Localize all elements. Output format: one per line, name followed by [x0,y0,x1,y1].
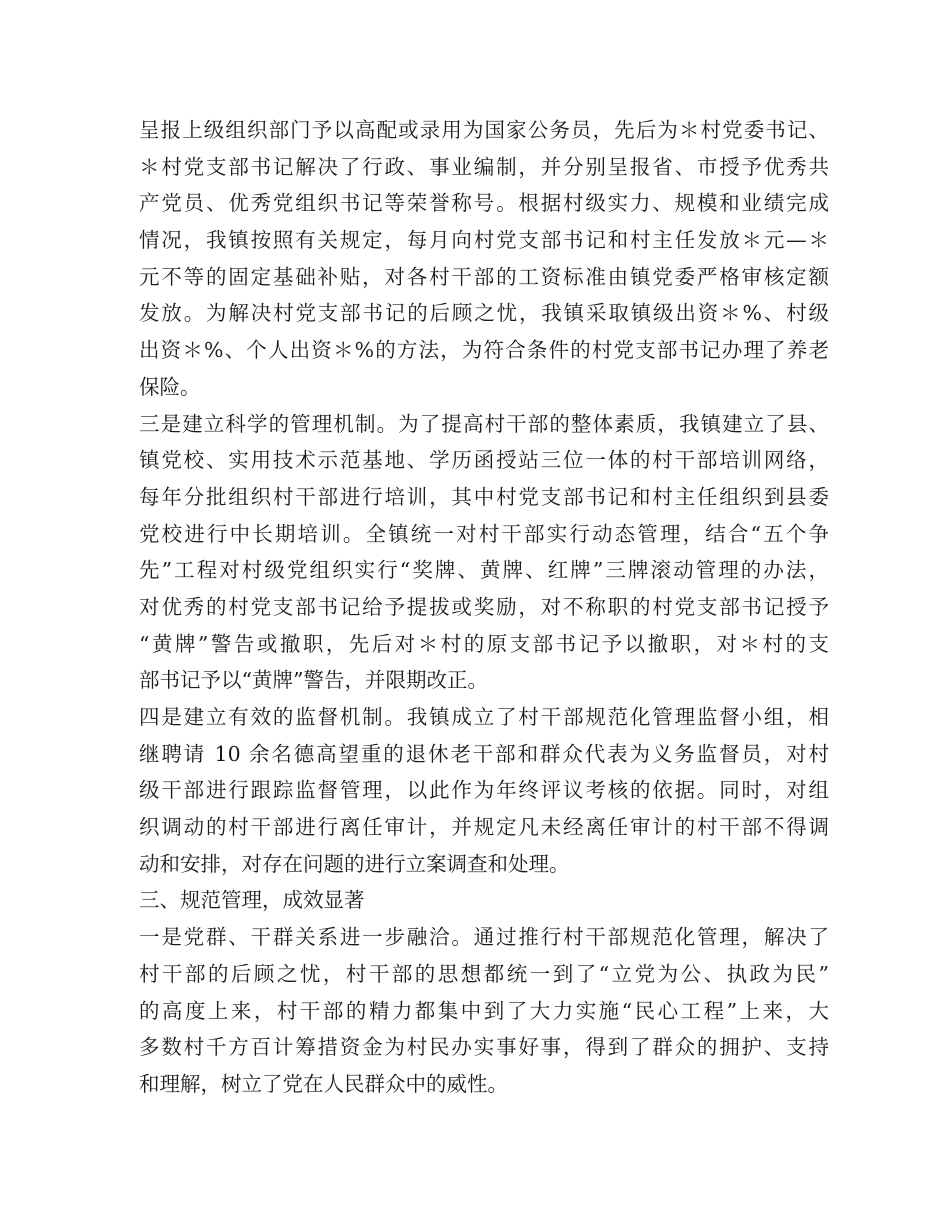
text-line: 发放。为解决村党支部书记的后顾之忧，我镇采取镇级出资＊%、村级 [139,301,829,326]
text-line: 多数村千方百计筹措资金为村民办实事好事，得到了群众的拥护、支持 [139,1035,829,1060]
text-line: 一是党群、干群关系进一步融洽。通过推行村干部规范化管理，解决了 [139,925,829,950]
text-line: 情况，我镇按照有关规定，每月向村党支部书记和村主任发放＊元—＊ [139,228,829,253]
text-line: 呈报上级组织部门予以高配或录用为国家公务员，先后为＊村党委书记、 [139,118,829,142]
text-line: 级干部进行跟踪监督管理，以此作为年终评议考核的依据。同时，对组 [139,778,829,803]
text-line: 元不等的固定基础补贴，对各村干部的工资标准由镇党委严格审核定额 [139,264,829,289]
text-line: 保险。 [139,374,201,399]
text-line: “黄牌”警告或撤职，先后对＊村的原支部书记予以撤职，对＊村的支 [139,631,829,656]
text-line: 的高度上来，村干部的精力都集中到了大力实施“民心工程”上来，大 [139,998,829,1023]
text-line: 继聘请 10 余名德高望重的退休老干部和群众代表为义务监督员，对村 [139,741,829,766]
text-line: ＊村党支部书记解决了行政、事业编制，并分别呈报省、市授予优秀共 [139,154,829,179]
text-line: 四是建立有效的监督机制。我镇成立了村干部规范化管理监督小组，相 [139,705,829,729]
document-body [139,112,829,1103]
text-line: 织调动的村干部进行离任审计，并规定凡未经离任审计的村干部不得调 [139,815,829,840]
text-line: 党校进行中长期培训。全镇统一对村干部实行动态管理，结合“五个争 [139,521,829,546]
text-line: 和理解，树立了党在人民群众中的威性。 [139,1071,508,1096]
text-line: 每年分批组织村干部进行培训，其中村党支部书记和村主任组织到县委 [139,484,829,509]
text-line: 三是建立科学的管理机制。为了提高村干部的整体素质，我镇建立了县、 [139,411,829,436]
text-line: 部书记予以“黄牌”警告，并限期改正。 [139,668,488,693]
text-line: 对优秀的村党支部书记给予提拔或奖励，对不称职的村党支部书记授予 [139,594,829,619]
text-line: 出资＊%、个人出资＊%的方法，为符合条件的村党支部书记办理了养老 [139,338,829,363]
text-line: 产党员、优秀党组织书记等荣誉称号。根据村级实力、规模和业绩完成 [139,191,829,216]
text-line: 村干部的后顾之忧，村干部的思想都统一到了“立党为公、执政为民” [139,961,829,986]
text-line: 镇党校、实用技术示范基地、学历函授站三位一体的村干部培训网络， [139,448,829,473]
text-line: 先”工程对村级党组织实行“奖牌、黄牌、红牌”三牌滚动管理的办法， [139,558,829,583]
text-line: 动和安排，对存在问题的进行立案调查和处理。 [139,851,570,876]
text-line: 三、规范管理，成效显著 [139,888,365,913]
